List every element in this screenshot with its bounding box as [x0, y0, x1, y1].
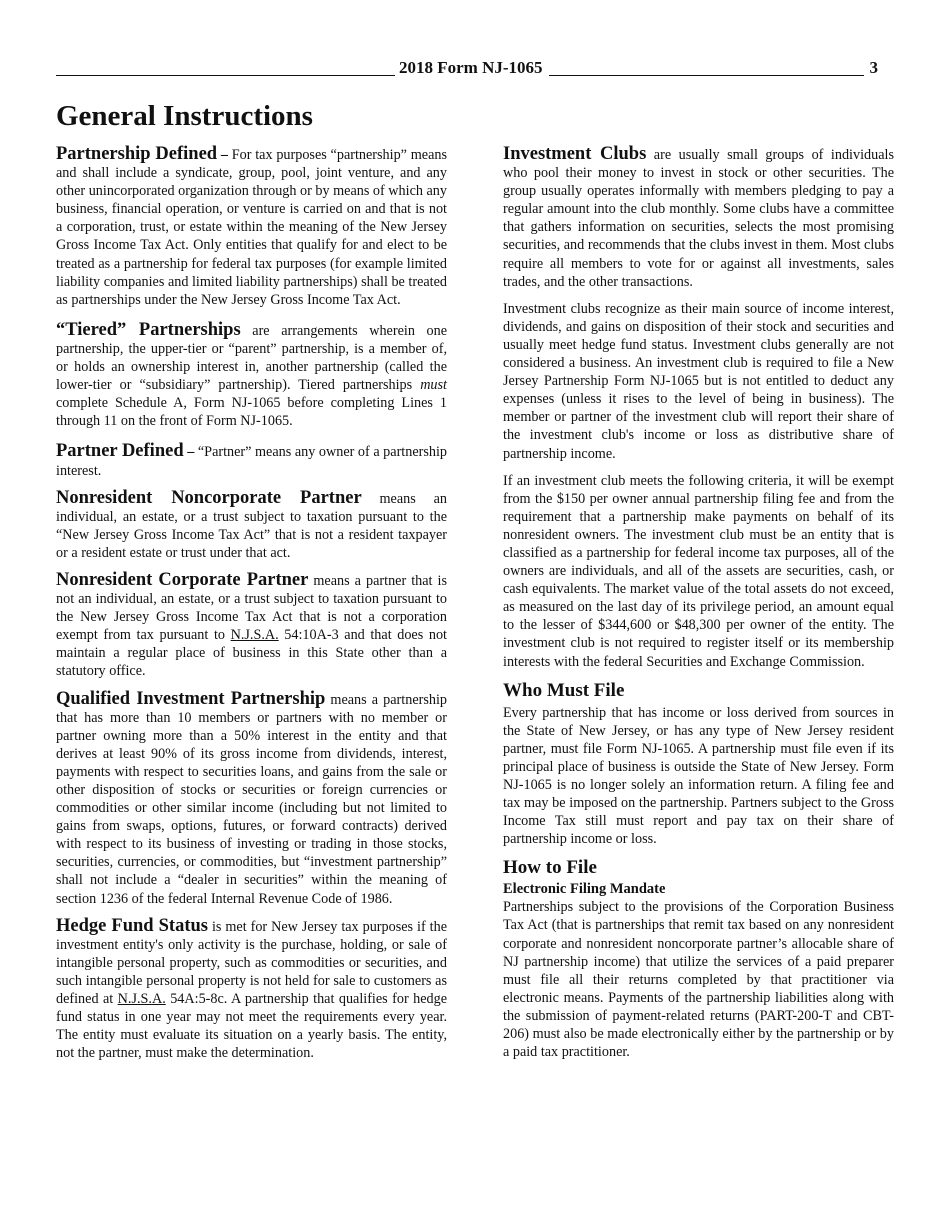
- partnership-defined-paragraph: Partnership Defined – For tax purposes “partnership” means and shall include a syndicate, group, pool, joint venture, and any other unincorporated organization through or by means of which any business, financial operation, or venture is carried on and that is not a corporation, trust, or estate within the meaning of the New Jersey Gross Income Tax Act. Only entities that qualify for and elect to be treated as a partnership for federal tax purposes (for example limited liability companies and limited liability partnerships) shall be treated as partnerships under the New Jersey Gross Income Tax Act.: [56, 144, 447, 308]
- page-header: [56, 58, 880, 78]
- nonresident-noncorporate-paragraph: Nonresident Noncorporate Partner means an individual, an estate, or a trust subject to taxation pursuant to the “New Jersey Gross Income Tax Act” that is not a resident taxpayer or a resident estate or trust under that act.: [56, 487, 447, 561]
- statute-reference: N.J.S.A.: [230, 627, 279, 644]
- hedge-fund-term: Hedge Fund Status: [56, 915, 208, 936]
- electronic-filing-subheading: Electronic Filing Mandate: [503, 881, 666, 898]
- qualified-investment-term: Qualified Investment Partnership: [56, 688, 326, 709]
- investment-clubs-paragraph-2: Investment clubs recognize as their main source of income interest, dividends, and gains on disposition of their stock and securities and usually meet hedge fund status. Investment clubs generally are not considered a business. An investment club is required to file a New Jersey Partnership Form NJ-1065 but is not entitled to deduct any expenses (unless it rises to the level of being in business). The member or partner of the investment club will report their share of the investment club's income or loss as distributive share of partnership income.: [503, 300, 894, 462]
- partnership-defined-text: For tax purposes “partnership” means and shall include a syndicate, group, pool, joint venture, and any other unincorporated organization through or by means of which any business, financial operation, or venture is carried on and that is not a corporation, trust, or estate within the meaning of the New Jersey Gross Income Tax Act. Only entities that qualify for and elect to be treated as a partnership for federal tax purposes (for example limited liability companies and limited liability partnerships) shall be treated as partnerships under the New Jersey Gross Income Tax Act.: [56, 147, 447, 308]
- hedge-fund-paragraph: Hedge Fund Status is met for New Jersey tax purposes if the investment entity's only activity is the purchase, holding, or sale of intangible personal property, such as commodities or securities, and such intangible personal property is not held for sale to customers as defined at N.J.S.A. 54A:5-8c. A partnership that qualifies for hedge fund status in one year may not meet the requirements every year. The entity must evaluate its situation on a yearly basis. The entity, not the partner, must make the determination.: [56, 915, 447, 1062]
- partnership-defined-term: Partnership Defined: [56, 144, 218, 164]
- page-title: General Instructions: [56, 100, 313, 132]
- statute-reference: N.J.S.A.: [117, 991, 166, 1008]
- emphasis-must: must: [420, 377, 447, 394]
- investment-clubs-paragraph-3: If an investment club meets the following criteria, it will be exempt from the $150 per owner annual partnership filing fee and from the requirement that a partnership make payments on behalf of its nonresident owners. The investment club must be an entity that is classified as a partnership for federal income tax purposes, all of the owners are individuals, and all of the assets are securities, cash, or cash equivalents. The market value of the total assets do not exceed, as measured on the last day of its privilege period, an amount equal to the lesser of $344,600 or $48,300 per owner of the entity. The investment club is not required to register itself or its membership interests with the federal Securities and Exchange Commission.: [503, 472, 894, 670]
- electronic-filing-paragraph: Partnerships subject to the provisions of the Corporation Business Tax Act (that is partnerships that remit tax based on any nonresident corporate and nonresident noncorporate partner’s allocable share of NJ partnership income) that utilize the services of a paid preparer must file all their returns completed by that practitioner via electronic means. Payments of the partnership liabilities along with the submission of payment-related returns (PART-200-T and CBT-206) must also be made electronically either by the partnership or by a paid tax practitioner.: [503, 899, 894, 1061]
- partner-defined-paragraph: Partner Defined – “Partner” means any owner of a partnership interest.: [56, 441, 448, 479]
- tiered-partnerships-paragraph: “Tiered” Partnerships are arrangements wherein one partnership, the upper-tier or “parent” partnership, is a member of, or holds an ownership interest in, another partnership (called the lower-tier or “subsidiary” partnership). Tiered partnerships must complete Schedule A, Form NJ-1065 before completing Lines 1 through 11 on the front of Form NJ-1065.: [56, 319, 447, 430]
- nonresident-corporate-term: Nonresident Corporate Partner: [56, 569, 309, 590]
- who-must-file-paragraph: Every partnership that has income or loss derived from sources in the State of New Jersey, or has any type of New Jersey resident partner, must file Form NJ-1065. A partnership must file even if its principal place of business is outside the State of New Jersey. Form NJ-1065 is no longer solely an information return. A filing fee and tax may be imposed on the partnership. Partners subject to the Gross Income Tax still must report and pay tax on their share of partnership income or loss.: [503, 704, 894, 848]
- left-column: [56, 145, 447, 1071]
- header-rule-right: [549, 75, 864, 76]
- investment-clubs-term: Investment Clubs: [503, 144, 647, 164]
- investment-clubs-paragraph: Investment Clubs are usually small groups of individuals who pool their money to invest in stock or other securities. The group usually operates informally with members pledging to pay a regular amount into the club monthly. Some clubs have a committee that gathers information on securities, selects the most promising securities, and recommends that the clubs invest in them. Most clubs require all members to vote for or against all investments, sales trades, and the other transactions.: [503, 144, 894, 290]
- nonresident-noncorporate-term: Nonresident Noncorporate Partner: [56, 487, 362, 508]
- page-number: 3: [869, 58, 878, 77]
- form-title: 2018 Form NJ-1065: [399, 58, 543, 77]
- header-rule-left: [56, 75, 395, 76]
- nonresident-corporate-paragraph: Nonresident Corporate Partner means a partner that is not an individual, an estate, or a trust subject to taxation pursuant to the New Jersey Gross Income Tax Act that is not a corporation exempt from tax pursuant to N.J.S.A. 54:10A-3 and that does not maintain a regular place of business in this State other than a statutory office.: [56, 569, 447, 680]
- tiered-partnerships-term: “Tiered” Partnerships: [56, 319, 241, 340]
- qualified-investment-paragraph: Qualified Investment Partnership means a partnership that has more than 10 members or partners with no member or partner owning more than a 50% interest in the entity and that derives at least 90% of its gross income from dividends, interest, payments with respect to securities loans, and gains from the sale or other disposition of stocks or securities or foreign currencies or commodities or other similar income (including but not limited to gains from swaps, options, futures, or forward contracts) derived with respect to its business of investing or trading in those stocks, securities, currencies, or commodities, but “investment partnership” shall not include a “dealer in securities” within the meaning of section 1236 of the federal Internal Revenue Code of 1986.: [56, 688, 447, 907]
- how-to-file-heading: How to File: [503, 857, 597, 879]
- right-column: [503, 145, 894, 1070]
- partner-defined-term: Partner Defined: [56, 441, 184, 462]
- who-must-file-heading: Who Must File: [503, 679, 625, 701]
